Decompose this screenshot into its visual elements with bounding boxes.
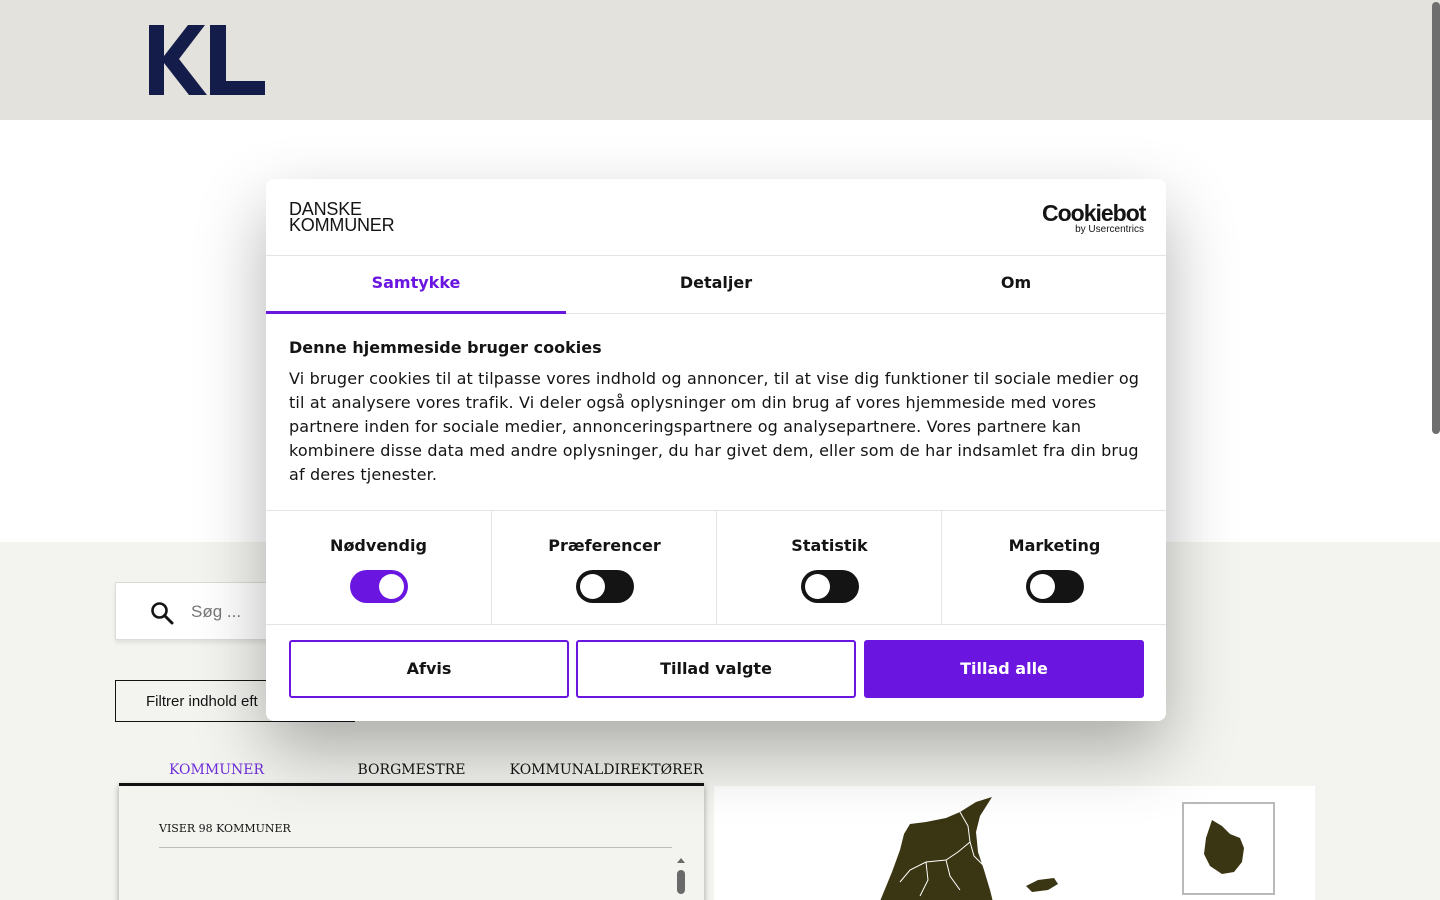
list-count: VISER 98 KOMMUNER xyxy=(159,822,291,835)
category-statistics xyxy=(716,511,941,625)
search-input[interactable]: Søg ... xyxy=(191,602,242,621)
list-scrollbar[interactable] xyxy=(677,870,685,894)
tab-detaljer[interactable]: Detaljer xyxy=(679,273,753,292)
allow-selected-button[interactable]: Tillad valgte xyxy=(576,640,856,698)
category-label: Statistik xyxy=(791,536,868,555)
denmark-map[interactable] xyxy=(714,786,1315,900)
tab-samtykke[interactable]: Samtykke xyxy=(266,256,566,314)
filter-label: Filtrer indhold eft xyxy=(146,693,258,710)
category-label: Marketing xyxy=(1008,536,1101,555)
category-marketing xyxy=(941,511,1166,625)
necessary-toggle[interactable] xyxy=(350,570,408,603)
consent-categories xyxy=(266,510,1166,625)
divider xyxy=(159,847,672,848)
site-header xyxy=(0,0,1440,120)
kl-logo[interactable] xyxy=(149,25,265,95)
marketing-toggle[interactable] xyxy=(1026,570,1084,603)
brand-line-1: DANSKE xyxy=(289,199,362,219)
toggle-knob xyxy=(805,574,830,599)
consent-heading: Denne hjemmeside bruger cookies xyxy=(289,338,602,357)
tab-om[interactable]: Om xyxy=(1000,273,1032,292)
cookiebot-sub: by Usercentrics xyxy=(1075,224,1144,235)
category-necessary xyxy=(266,511,491,625)
search-icon xyxy=(150,601,174,625)
cookiebot-name: Cookiebot xyxy=(1042,200,1146,226)
municipality-list xyxy=(119,786,704,900)
scroll-up-arrow-icon[interactable] xyxy=(677,858,685,863)
toggle-knob xyxy=(580,574,605,599)
consent-body-text: Vi bruger cookies til at tilpasse vores indhold og annoncer, til at vise dig funktioner til sociale medier og til at analysere vores trafik. Vi deler også oplysninger om din brug af vores hjemmeside med vores partnere inden for sociale medier, annonceringspartnere og analysepartnere. Vores partnere kan kombinere disse data med andre oplysninger, du har givet dem, eller som de har indsamlet fra din brug af deres tjenester. xyxy=(289,369,1140,484)
toggle-knob xyxy=(1030,574,1055,599)
category-label: Præferencer xyxy=(548,536,661,555)
tab-kommunaldirektorer[interactable]: KOMMUNALDIREKTØRER xyxy=(509,762,704,778)
toggle-knob xyxy=(379,574,404,599)
page-scrollbar[interactable] xyxy=(1432,2,1440,434)
list-tabs xyxy=(119,758,704,786)
category-preferences xyxy=(491,511,716,625)
statistics-toggle[interactable] xyxy=(801,570,859,603)
map-region-laeso xyxy=(1026,878,1058,892)
brand-line-2: KOMMUNER xyxy=(289,215,395,235)
danske-kommuner-logo xyxy=(289,201,394,233)
cookiebot-logo[interactable] xyxy=(1042,201,1144,235)
tab-borgmestre[interactable]: BORGMESTRE xyxy=(357,762,466,778)
preferences-toggle[interactable] xyxy=(576,570,634,603)
cookie-consent-dialog xyxy=(266,179,1166,721)
reject-button[interactable]: Afvis xyxy=(289,640,569,698)
allow-all-button[interactable]: Tillad alle xyxy=(864,640,1144,698)
map-region-north-jutland xyxy=(878,797,994,900)
consent-tabs xyxy=(266,255,1166,314)
category-label: Nødvendig xyxy=(330,536,427,555)
tab-kommuner[interactable]: KOMMUNER xyxy=(119,758,314,786)
